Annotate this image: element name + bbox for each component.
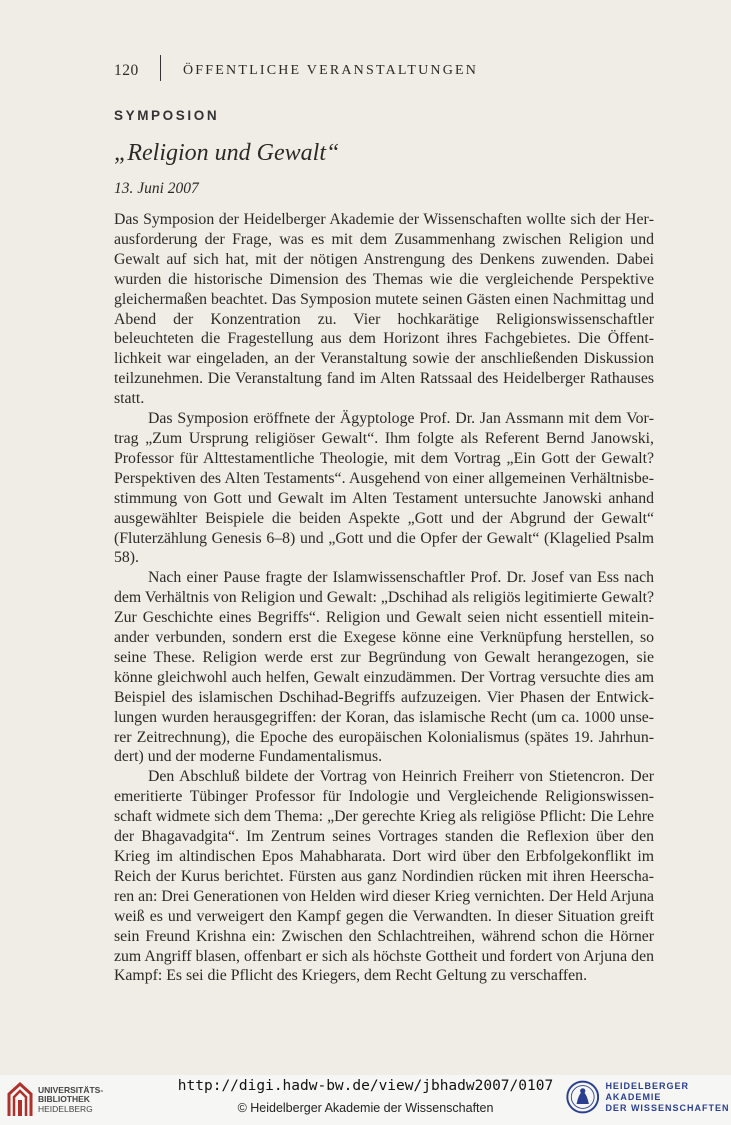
article-title: „Religion und Gewalt“ [114, 140, 340, 166]
running-title: ÖFFENTLICHE VERANSTALTUNGEN [183, 63, 479, 78]
library-name: UNIVERSITÄTS- BIBLIOTHEK HEIDELBERG [38, 1084, 104, 1114]
article-body [114, 210, 654, 986]
page-number: 120 [114, 62, 139, 79]
digitization-footer [0, 1075, 731, 1125]
section-label: SYMPOSION [114, 108, 220, 123]
permalink-url[interactable]: http://digi.hadw-bw.de/view/jbhadw2007/0107 [177, 1078, 554, 1094]
academy-name: HEIDELBERGER AKADEMIE DER WISSENSCHAFTEN [605, 1080, 730, 1113]
paragraph: Den Abschluß bildete der Vortrag von Heinrich Freiherr von Stietencron. Der emeritierte Tübinger Professor für Indologie und Vergleichende Religionswissenschaft widmete sich dem Thema: „Der gerechte Krieg als religiöse Pflicht: Die Lehre der Bhagavadgita“. Im Zentrum seines Vortrages standen die Reflexion über den Krieg im altindischen Epos Mahabharata. Dort wird über den Erbfolgekonflikt im Reich der Kurus berichtet. Fürsten aus ganz Nordindien rücken mit ihren Heerscharen an: Drei Generationen von Helden wird dieser Krieg vernichten. Der Held Arjuna weiß es und verweigert den Kampf gegen die Verwandten. In dieser Situation greift sein Freund Krishna ein: Zwischen den Schlachtreihen, während schon die Hörner zum Angriff blasen, offenbart er sich als höchste Gottheit und fordert von Arjuna den Kampf: Es sei die Pflicht des Kriegers, dem Recht Geltung zu verschaffen. [114, 768, 654, 985]
academy-logo[interactable] [566, 1078, 731, 1116]
academy-seal-icon [566, 1078, 599, 1116]
event-date: 13. Juni 2007 [114, 180, 199, 197]
paragraph: Das Symposion eröffnete der Ägyptologe Prof. Dr. Jan Assmann mit dem Vortrag „Zum Ursprung religiöser Gewalt“. Ihm folgte als Referent Bernd Janowski, Professor für Alttestamentliche Theologie, mit dem Vortrag „Ein Gott der Gewalt? Perspektiven des Alten Testaments“. Ausgehend von einer allgemeinen Verhältnisbestimmung von Gott und Gewalt im Alten Testament untersuchte Janowski anhand ausgewählter Beispiele die beiden Aspekte „Gott und der Abgrund der Gewalt“ (Fluterzählung Genesis 6–8) und „Gott und die Opfer der Gewalt“ (Klagelied Psalm 58). [114, 410, 654, 567]
paragraph: Nach einer Pause fragte der Islamwissenschaftler Prof. Dr. Josef van Ess nach dem Verhältnis von Religion und Gewalt: „Dschihad als religiös legitimierte Gewalt? Zur Geschichte eines Begriffs“. Religion und Gewalt seien nicht essentiell miteinander verbunden, sondern erst die Exegese könne eine Verknüpfung herstellen, so seine These. Religion werde erst zur Begründung von Gewalt herangezogen, sie könne gleichwohl auch helfen, Gewalt einzudämmen. Der Vortrag versuchte dies am Beispiel des islamischen Dschihad-Begriffs aufzuzeigen. Vier Phasen der Entwicklungen wurden herausgegriffen: der Koran, das islamische Recht (um ca. 1000 unserer Zeitrechnung), die Epoche des europäischen Kolonialismus (spätes 19. Jahrhundert) und der moderne Fundamentalismus. [114, 569, 654, 766]
header-divider [160, 55, 161, 81]
copyright-notice: © Heidelberger Akademie der Wissenschaften [237, 1101, 494, 1115]
page-header [114, 58, 478, 84]
paragraph: Das Symposion der Heidelberger Akademie der Wissenschaften wollte sich der Herausforderung der Frage, was es mit dem Zusammenhang zwischen Religion und Gewalt auf sich hat, mit der nötigen Anstrengung des Denkens zuwenden. Dabei wurden die historische Dimension des Themas wie die vergleichende Perspektive gleichermaßen beachtet. Das Symposion mutete seinen Gästen einen Nachmittag und Abend der Konzentration zu. Vier hochkarätige Religionswissenschaftler beleuchteten die Fragestellung aus dem Horizont ihres Fachgebietes. Die Öffentlichkeit war eingeladen, an der Veranstaltung sowie der anschließenden Diskussion teilzunehmen. Die Veranstaltung fand im Alten Ratssaal des Heidelberger Rathauses statt. [114, 211, 654, 408]
